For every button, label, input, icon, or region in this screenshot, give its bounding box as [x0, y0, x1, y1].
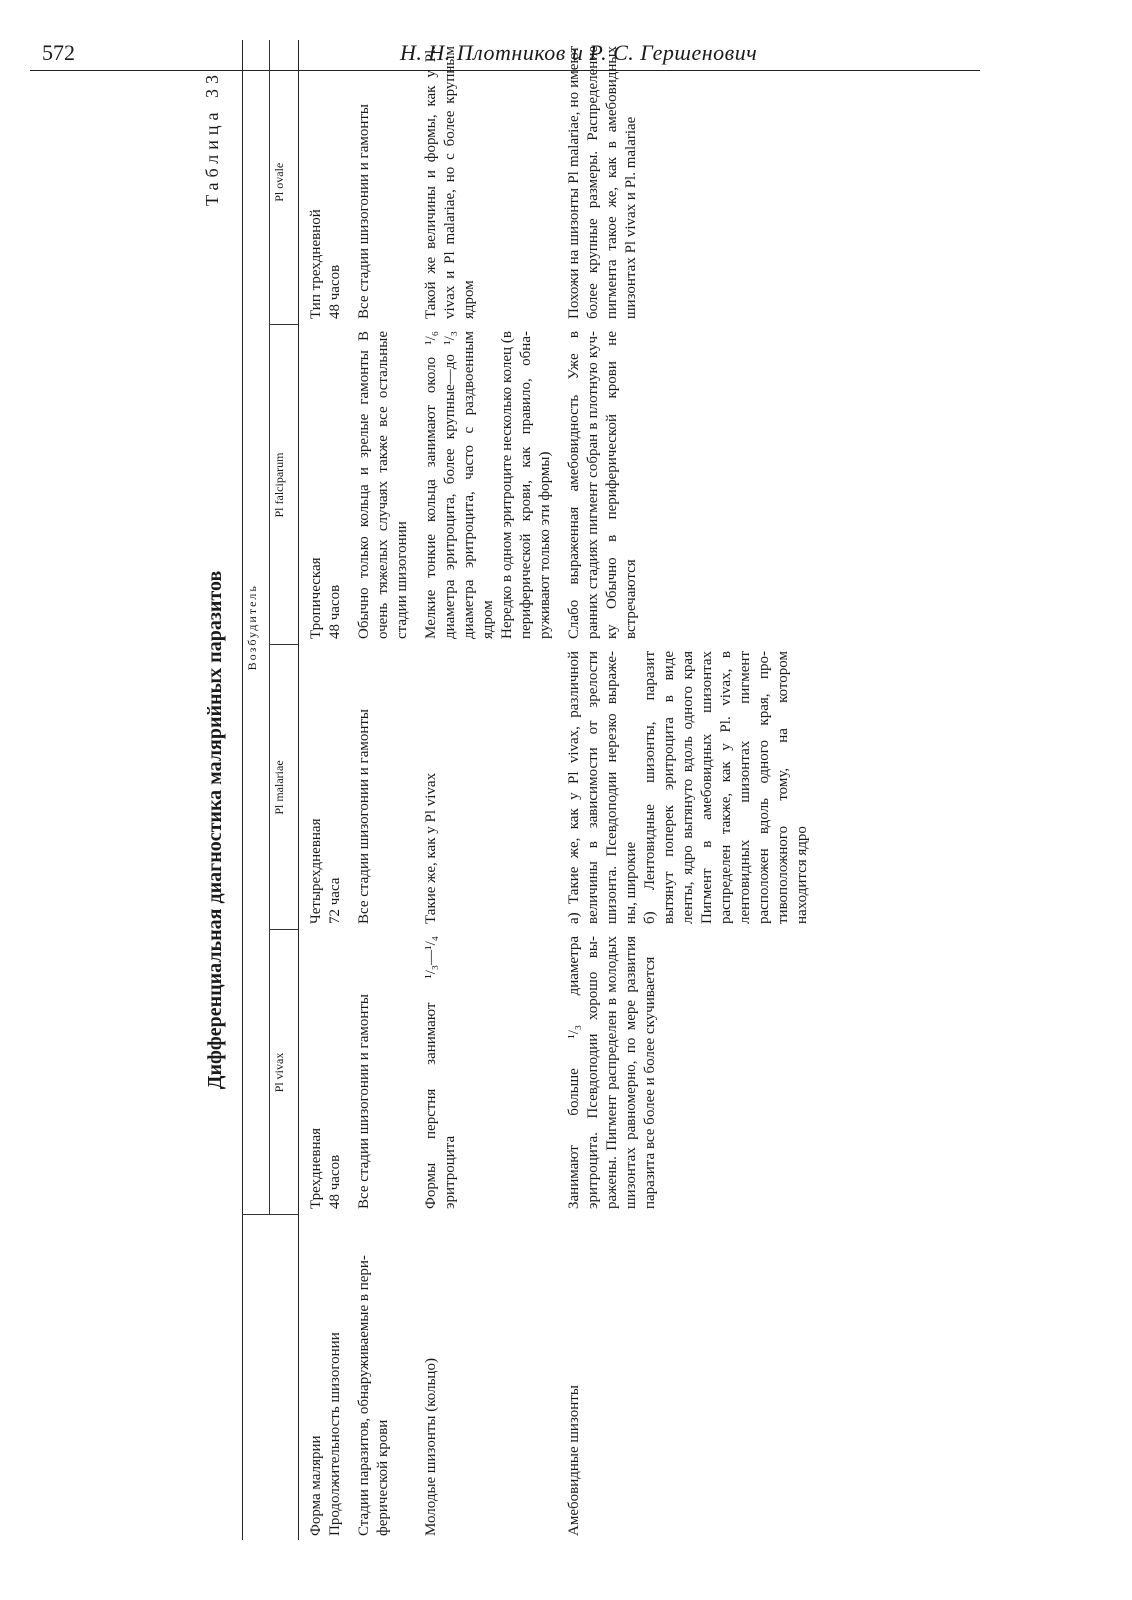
table-cell	[355, 930, 422, 1215]
table-cell	[422, 40, 565, 325]
column-header: Pl ovale	[270, 40, 299, 325]
diagnosis-table	[242, 40, 822, 1540]
table-cell	[355, 325, 422, 645]
cell-line: 48 часов	[327, 584, 343, 639]
column-header: Pl vivax	[270, 930, 299, 1215]
table-cell	[299, 325, 356, 645]
cell-line: Трехдневная	[308, 1127, 324, 1209]
cell-line: Тропическая	[308, 557, 324, 639]
feature-cell	[565, 1215, 822, 1540]
feature-line: Продолжительность шизогонии	[327, 1332, 343, 1536]
feature-cell	[355, 1215, 422, 1540]
cell-line: Обычно только кольца и зрелые гамонты В очень тяжелых случаях также все остальные стадии шизогонии	[356, 331, 410, 639]
feature-line: Молодые шизонты (кольцо)	[423, 1358, 439, 1536]
table-cell	[355, 645, 422, 930]
table-cell	[422, 645, 565, 930]
table-cell	[565, 930, 822, 1215]
cell-line: а) Такие же, как у Pl vivax, различной величины в зависимости от зрелости шизонта. Псевдоподии нерезко выражены, широкие	[566, 651, 639, 924]
table-cell	[565, 40, 822, 325]
cell-line: б) Лентовидные шизонты, паразит вытянут поперек эритроцита в виде ленты, ядро вытянуто вдоль одного края Пигмент в амебовидных шизонтах распределен также, как у Pl. vivax, в лентовидных шизонтах пигмент расположен вдоль одного края, противоположного тому, на котором находится ядро	[642, 651, 810, 924]
column-header: Pl malariae	[270, 645, 299, 930]
table-label: Таблица 33	[202, 70, 222, 206]
cell-line: Нередко в одном эритроците несколько колец (в периферической крови, как правило, обнаруживают только эти формы)	[499, 331, 553, 639]
column-header: Pl falciparum	[270, 325, 299, 645]
cell-line: Четырехдневная	[308, 818, 324, 924]
table-cell	[299, 40, 356, 325]
cell-line: Мелкие тонкие кольца занимают около ¹/₆ диаметра эритроцита, более крупные—до ¹/₃ диаметра эритроцита, часто с раздвоенным ядром	[423, 331, 496, 639]
table-row	[355, 40, 422, 1540]
cell-line: Слабо выраженная амебовидность Уже в ранних стадиях пигмент собран в плотную кучку Обычно в периферической крови не встречаются	[566, 331, 639, 639]
table-cell	[422, 930, 565, 1215]
feature-cell	[299, 1215, 356, 1540]
table-cell	[422, 325, 565, 645]
cell-line: Тип трехдневной	[308, 209, 324, 319]
rotated-table-block	[190, 40, 990, 1540]
cell-line: Все стадии шизогонии и гамонты	[356, 103, 372, 319]
table-row	[299, 40, 356, 1540]
corner-cell	[243, 1215, 299, 1540]
cell-line: 48 часов	[327, 264, 343, 319]
cell-line: Все стадии шизогонии и гамонты	[356, 993, 372, 1209]
cell-line: 48 часов	[327, 1154, 343, 1209]
cell-line: 72 часа	[327, 877, 343, 924]
table-cell	[299, 645, 356, 930]
table-cell	[299, 930, 356, 1215]
cell-line: Такой же величины и формы, как у Pl. vivax и Pl malariae, но с более крупным ядром	[423, 45, 477, 319]
table-cell	[355, 40, 422, 325]
table-cell	[565, 645, 822, 930]
feature-line: Форма малярии	[308, 1435, 324, 1536]
feature-line: Амебовидные шизонты	[566, 1385, 582, 1536]
cell-line: Все стадии шизогонии и гамонты	[356, 708, 372, 924]
cell-line: Формы перстня занимают ¹/₃—¹/₄ эритроцита	[423, 936, 458, 1209]
running-title: Н. Н. Плотников и Р. С. Гершенович	[400, 40, 758, 65]
table-title: Дифференциальная диагностика малярийных паразитов	[204, 570, 226, 1090]
cell-line: Похожи на шизонты Pl malariae, но имеют более крупные размеры. Распределение пигмента такое же, как в амебовидных шизонтах Pl vivax и Pl. malariae	[566, 45, 639, 319]
table-cell	[565, 325, 822, 645]
pathogen-group-header: Возбудитель	[243, 40, 270, 1215]
table-row	[422, 40, 565, 1540]
page-number: 572	[42, 40, 75, 65]
cell-line: Такие же, как у Pl vivax	[423, 772, 439, 924]
feature-cell	[422, 1215, 565, 1540]
feature-line: Стадии паразитов, обнаруживаемые в периферической крови	[356, 1255, 391, 1536]
cell-line: Занимают больше ¹/₃ диаметра эритроцита. Псевдоподии хорошо выражены. Пигмент распределен в молодых шизонтах равномерно, по мере развития паразита все более и более скучивается	[566, 936, 658, 1209]
table-row	[565, 40, 822, 1540]
